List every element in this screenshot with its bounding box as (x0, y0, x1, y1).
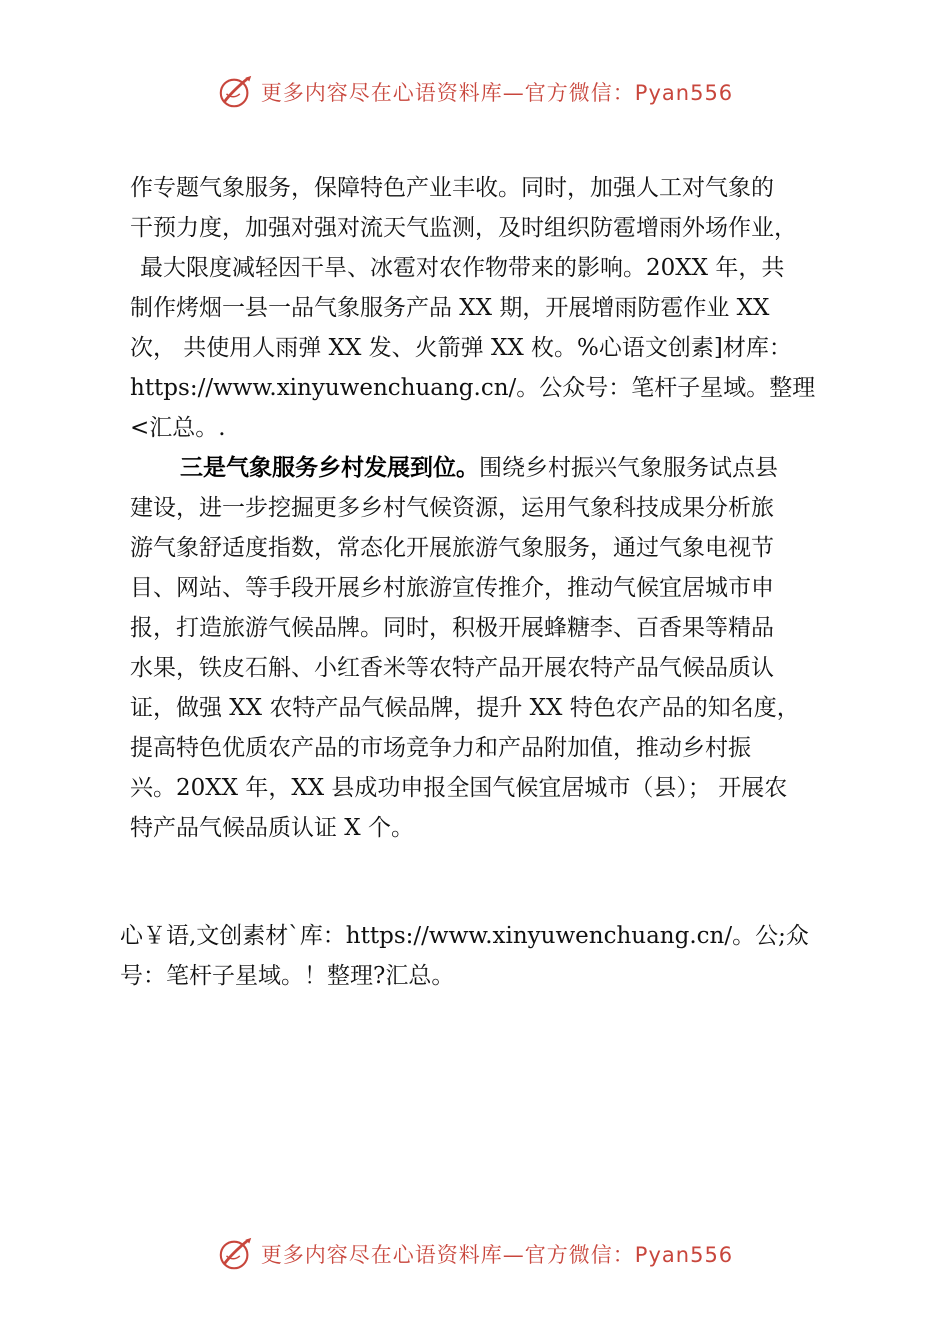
header-banner-text: 更多内容尽在心语资料库—官方微信：Pyan556 (260, 81, 734, 105)
text-line: 干预力度，加强对强对流天气监测，及时组织防雹增雨外场作业， (130, 215, 797, 241)
source-note-line: 号：笔杆子星域。！整理?汇总。 (120, 963, 455, 989)
paragraph-2-first-line-text: 围绕乡村振兴气象服务试点县 (479, 455, 778, 481)
brush-pen-logo-icon (217, 73, 255, 111)
text-line: <汇总。. (130, 415, 226, 441)
text-line: 报，打造旅游气候品牌。同时，积极开展蜂糖李、百香果等精品 (130, 615, 774, 641)
source-note-line: 心￥语,文创素材`库：https://www.xinyuwenchuang.cn/。公;众 (120, 923, 809, 949)
brush-pen-logo-icon (217, 1235, 255, 1273)
paragraph-2 (130, 448, 850, 848)
text-line: 次， 共使用人雨弹 XX 发、火箭弹 XX 枚。%心语文创素]材库： (130, 335, 792, 361)
header-banner-inner (217, 73, 733, 111)
text-line: 兴。20XX 年，XX 县成功申报全国气候宜居城市（县）； 开展农 (130, 775, 788, 801)
text-line: https://www.xinyuwenchuang.cn/。公众号：笔杆子星域。整理 (130, 375, 816, 401)
footer-banner-text: 更多内容尽在心语资料库—官方微信：Pyan556 (260, 1243, 734, 1267)
text-line: 制作烤烟一县一品气象服务产品 XX 期，开展增雨防雹作业 XX (130, 295, 770, 321)
text-line: 目、网站、等手段开展乡村旅游宣传推介，推动气候宜居城市申 (130, 575, 774, 601)
source-note (120, 916, 860, 996)
footer-banner (0, 1230, 950, 1278)
header-banner (0, 68, 950, 116)
text-line: 建设，进一步挖掘更多乡村气候资源，运用气象科技成果分析旅 (130, 495, 774, 521)
text-line: 提高特色优质农产品的市场竞争力和产品附加值，推动乡村振 (130, 735, 751, 761)
text-line: 特产品气候品质认证 X 个。 (130, 815, 414, 841)
paragraph-2-heading: 三是气象服务乡村发展到位。 (180, 455, 479, 481)
document-body (130, 168, 850, 848)
text-line: 作专题气象服务，保障特色产业丰收。同时，加强人工对气象的 (130, 175, 774, 201)
text-line: 水果，铁皮石斛、小红香米等农特产品开展农特产品气候品质认 (130, 655, 774, 681)
text-line: 游气象舒适度指数，常态化开展旅游气象服务，通过气象电视节 (130, 535, 774, 561)
text-line: 证，做强 XX 农特产品气候品牌，提升 XX 特色农产品的知名度， (130, 695, 800, 721)
footer-banner-inner (217, 1235, 733, 1273)
paragraph-1 (130, 168, 850, 448)
paragraph-2-first-line (130, 448, 850, 488)
text-line: 最大限度减轻因干旱、冰雹对农作物带来的影响。20XX 年，共 (140, 255, 785, 281)
